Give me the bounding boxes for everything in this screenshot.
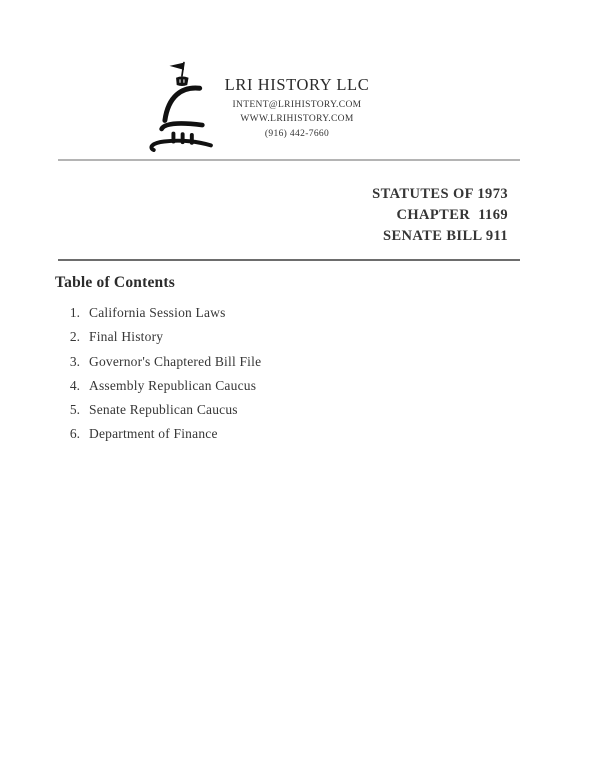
toc-item-label: Department of Finance bbox=[89, 426, 218, 442]
toc-item-label: Assembly Republican Caucus bbox=[89, 377, 257, 393]
toc-item-number: 6. bbox=[69, 426, 80, 442]
toc-item bbox=[60, 305, 261, 329]
company-email: INTENT@LRIHISTORY.COM bbox=[232, 99, 362, 110]
company-phone: (916) 442-7660 bbox=[264, 128, 330, 139]
company-name: LRI HISTORY LLC bbox=[224, 75, 370, 94]
toc-item-number: 3. bbox=[69, 353, 80, 369]
senate-bill-line: SENATE BILL 911 bbox=[382, 228, 508, 244]
toc-item bbox=[60, 329, 261, 353]
toc-item-number: 1. bbox=[69, 305, 80, 320]
statute-reference-block bbox=[372, 184, 508, 247]
letterhead bbox=[207, 75, 387, 139]
toc-item bbox=[60, 354, 261, 378]
toc-title: Table of Contents bbox=[55, 274, 175, 291]
statutes-line: STATUTES OF 1973 bbox=[372, 186, 508, 202]
header-divider-line bbox=[58, 159, 520, 161]
toc-item-number: 2. bbox=[69, 329, 80, 345]
chapter-line: CHAPTER 1169 bbox=[396, 207, 508, 223]
toc-item-label: Final History bbox=[89, 329, 164, 345]
toc-item-label: Governor's Chaptered Bill File bbox=[89, 353, 262, 369]
toc-item-number: 4. bbox=[69, 377, 80, 393]
company-website: WWW.LRIHISTORY.COM bbox=[240, 114, 354, 124]
toc-item-number: 5. bbox=[69, 402, 80, 418]
toc-item-label: Senate Republican Caucus bbox=[89, 402, 238, 418]
toc-list bbox=[60, 305, 261, 451]
toc-item bbox=[60, 402, 261, 426]
toc-item bbox=[60, 378, 261, 402]
toc-item-label: California Session Laws bbox=[89, 305, 226, 320]
toc-item bbox=[60, 426, 261, 450]
section-divider-line bbox=[58, 259, 520, 261]
